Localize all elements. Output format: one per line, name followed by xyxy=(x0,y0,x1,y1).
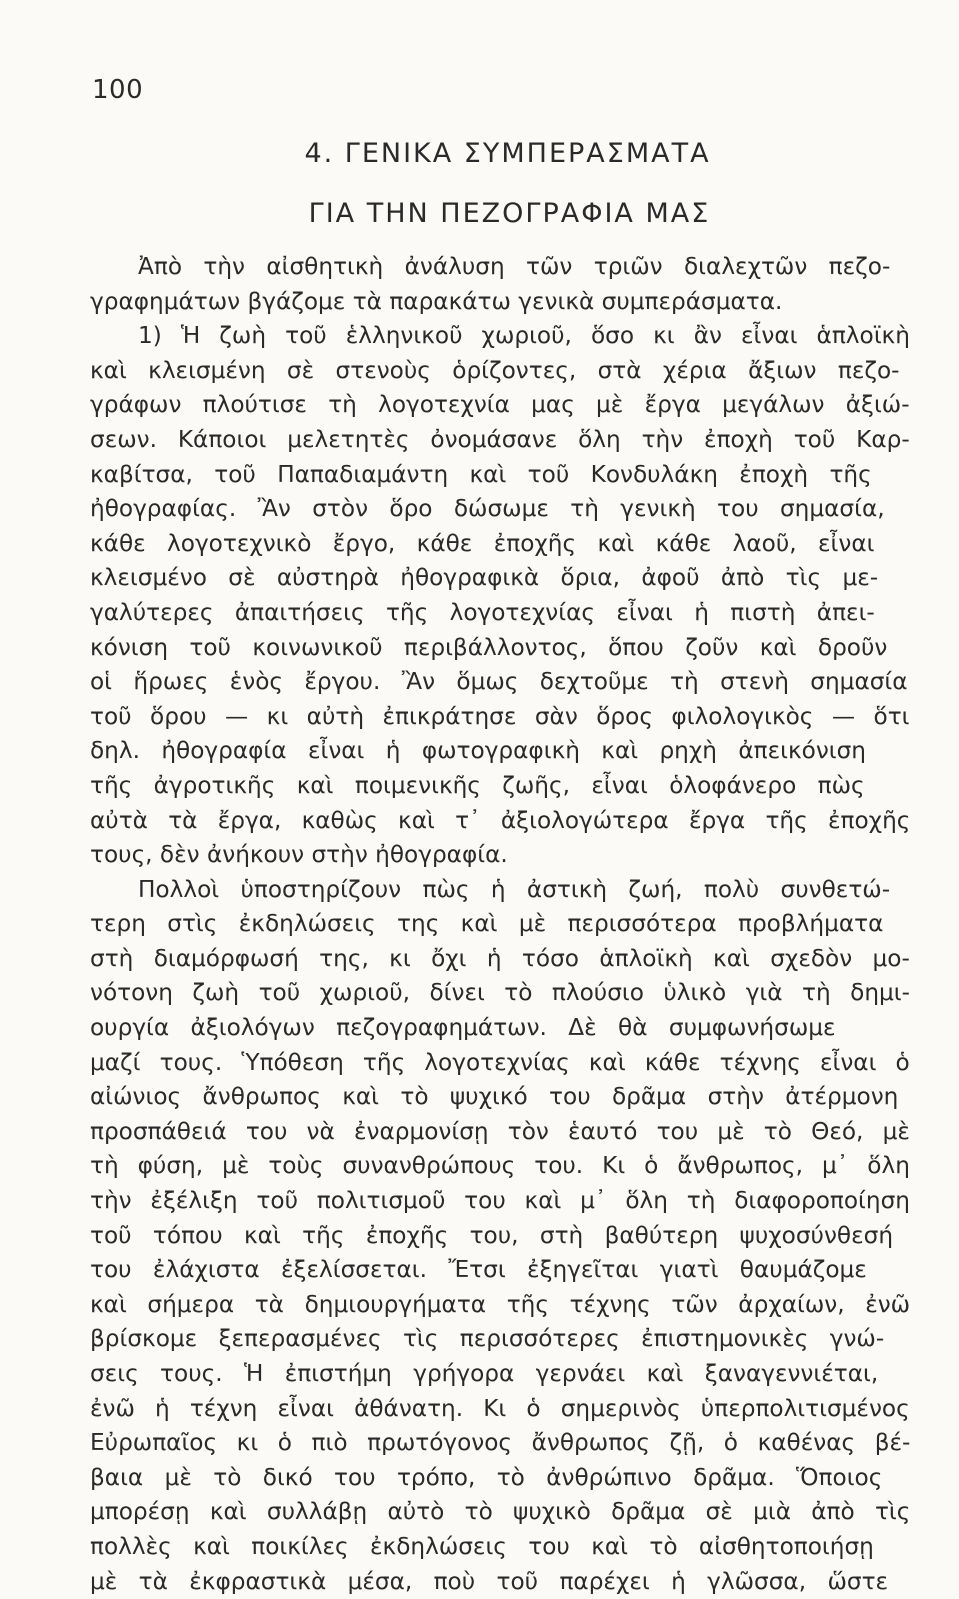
text-line: γαλύτερες ἀπαιτήσεις τῆς λογοτεχνίας εἶναι ἡ πιστὴ ἀπει- xyxy=(90,598,875,626)
text-line: προσπάθειά του νὰ ἐναρμονίσῃ τὸν ἑαυτό του μὲ τὸ Θεό, μὲ xyxy=(90,1117,910,1145)
text-line: Εὐρωπαῖος κι ὁ πιὸ πρωτόγονος ἄνθρωπος ζῇ, ὁ καθένας βέ- xyxy=(90,1429,911,1457)
text-line: ουργία ἀξιολόγων πεζογραφημάτων. Δὲ θὰ συμφωνήσωμε xyxy=(90,1014,836,1042)
text-line: κόνιση τοῦ κοινωνικοῦ περιβάλλοντος, ὅπου ζοῦν καὶ δροῦν xyxy=(90,633,888,661)
chapter-heading: 4. ΓΕΝΙΚΑ ΣΥΜΠΕΡΑΣΜΑΤΑ xyxy=(304,138,711,169)
text-line: μαζί τους. Ὑπόθεση τῆς λογοτεχνίας καὶ κάθε τέχνης εἶναι ὁ xyxy=(90,1048,910,1076)
body-text xyxy=(90,250,910,1599)
text-line: τὴν ἐξέλιξη τοῦ πολιτισμοῦ του καὶ μ᾽ ὅλη τὴ διαφοροποίηση xyxy=(90,1187,910,1215)
text-line: βαια μὲ τὸ δικό του τρόπο, τὸ ἀνθρώπινο δρᾶμα. Ὅποιος xyxy=(90,1463,883,1491)
page-number: 100 xyxy=(92,75,144,105)
text-line: του ἐλάχιστα ἐξελίσσεται. Ἔτσι ἐξηγεῖται γιατὶ θαυμάζομε xyxy=(90,1256,867,1284)
text-line: πολλὲς καὶ ποικίλες ἐκδηλώσεις του καὶ τὸ αἰσθητοποιήσῃ xyxy=(90,1532,874,1560)
text-line: αὐτὰ τὰ ἔργα, καθὼς καὶ τ᾽ ἀξιολογώτερα ἔργα τῆς ἐποχῆς xyxy=(90,806,911,834)
text-line: 1) Ἡ ζωὴ τοῦ ἑλληνικοῦ χωριοῦ, ὅσο κι ἂν εἶναι ἁπλοϊκὴ xyxy=(138,322,910,350)
text-line: καὶ κλεισμένη σὲ στενοὺς ὁρίζοντες, στὰ χέρια ἄξιων πεζο- xyxy=(90,356,900,384)
text-line: τῆς ἀγροτικῆς καὶ ποιμενικῆς ζωῆς, εἶναι ὁλοφάνερο πὼς xyxy=(90,771,865,799)
text-line: τους, δὲν ἀνήκουν στὴν ἠθογραφία. xyxy=(90,841,508,869)
text-line: αἰώνιος ἄνθρωπος καὶ τὸ ψυχικό του δρᾶμα στὴν ἀτέρμονη xyxy=(90,1083,899,1111)
text-line: γράφων πλούτισε τὴ λογοτεχνία μας μὲ ἔργα μεγάλων ἀξιώ- xyxy=(90,391,910,419)
text-line: δηλ. ἠθογραφία εἶναι ἡ φωτογραφικὴ καὶ ρηχὴ ἀπεικόνιση xyxy=(90,737,867,765)
text-line: στὴ διαμόρφωσή της, κι ὄχι ἡ τόσο ἁπλοϊκὴ καὶ σχεδὸν μο- xyxy=(90,944,910,972)
text-line: Ἀπὸ τὴν αἰσθητικὴ ἀνάλυση τῶν τριῶν διαλεχτῶν πεζο- xyxy=(138,253,891,280)
text-line: ἠθογραφίας. Ἂν στὸν ὅρο δώσωμε τὴ γενικὴ του σημασία, xyxy=(90,495,885,523)
text-line: σεις τους. Ἡ ἐπιστήμη γρήγορα γερνάει καὶ ξαναγεννιέται, xyxy=(90,1360,879,1387)
chapter-subheading: ΓΙΑ ΤΗΝ ΠΕΖΟΓΡΑΦΙΑ ΜΑΣ xyxy=(308,198,711,229)
text-line: οἱ ἥρωες ἑνὸς ἔργου. Ἂν ὅμως δεχτοῦμε τὴ στενὴ σημασία xyxy=(90,668,908,696)
text-line: μὲ τὰ ἐκφραστικὰ μέσα, ποὺ τοῦ παρέχει ἡ γλῶσσα, ὥστε xyxy=(90,1567,889,1595)
text-line: σεων. Κάποιοι μελετητὲς ὀνομάσανε ὅλη τὴν ἐποχὴ τοῦ Καρ- xyxy=(90,425,910,453)
text-line: καβίτσα, τοῦ Παπαδιαμάντη καὶ τοῦ Κονδυλάκη ἐποχὴ τῆς xyxy=(90,460,872,488)
text-line: νότονη ζωὴ τοῦ χωριοῦ, δίνει τὸ πλούσιο ὑλικὸ γιὰ τὴ δημι- xyxy=(90,979,910,1007)
text-line: Πολλοὶ ὑποστηρίζουν πὼς ἡ ἀστικὴ ζωή, πολὺ συνθετώ- xyxy=(138,875,891,903)
text-line: ἐνῶ ἡ τέχνη εἶναι ἀθάνατη. Κι ὁ σημερινὸς ὑπερπολιτισμένος xyxy=(90,1394,910,1422)
text-line: τοῦ ὅρου — κι αὐτὴ ἐπικράτησε σὰν ὅρος φιλολογικὸς — ὅτι xyxy=(90,702,910,730)
text-line: τὴ φύση, μὲ τοὺς συνανθρώπους του. Κι ὁ ἄνθρωπος, μ᾽ ὅλη xyxy=(90,1152,910,1180)
text-line: βρίσκομε ξεπερασμένες τὶς περισσότερες ἐπιστημονικὲς γνώ- xyxy=(90,1325,885,1353)
text-line: κάθε λογοτεχνικὸ ἔργο, κάθε ἐποχῆς καὶ κάθε λαοῦ, εἶναι xyxy=(90,529,875,557)
text-line: καὶ σήμερα τὰ δημιουργήματα τῆς τέχνης τῶν ἀρχαίων, ἐνῶ xyxy=(90,1290,911,1318)
text-line: κλεισμένο σὲ αὐστηρὰ ἠθογραφικὰ ὅρια, ἀφοῦ ἀπὸ τὶς με- xyxy=(90,564,879,592)
text-line: τοῦ τόπου καὶ τῆς ἐποχῆς του, στὴ βαθύτερη ψυχοσύνθεσή xyxy=(90,1221,894,1249)
text-line: μπορέσῃ καὶ συλλάβῃ αὐτὸ τὸ ψυχικὸ δρᾶμα σὲ μιὰ ἀπὸ τὶς xyxy=(90,1498,911,1526)
text-line: γραφημάτων βγάζομε τὰ παρακάτω γενικὰ συμπεράσματα. xyxy=(90,287,783,315)
text-line: τερη στὶς ἐκδηλώσεις της καὶ μὲ περισσότερα προβλήματα xyxy=(90,910,884,938)
